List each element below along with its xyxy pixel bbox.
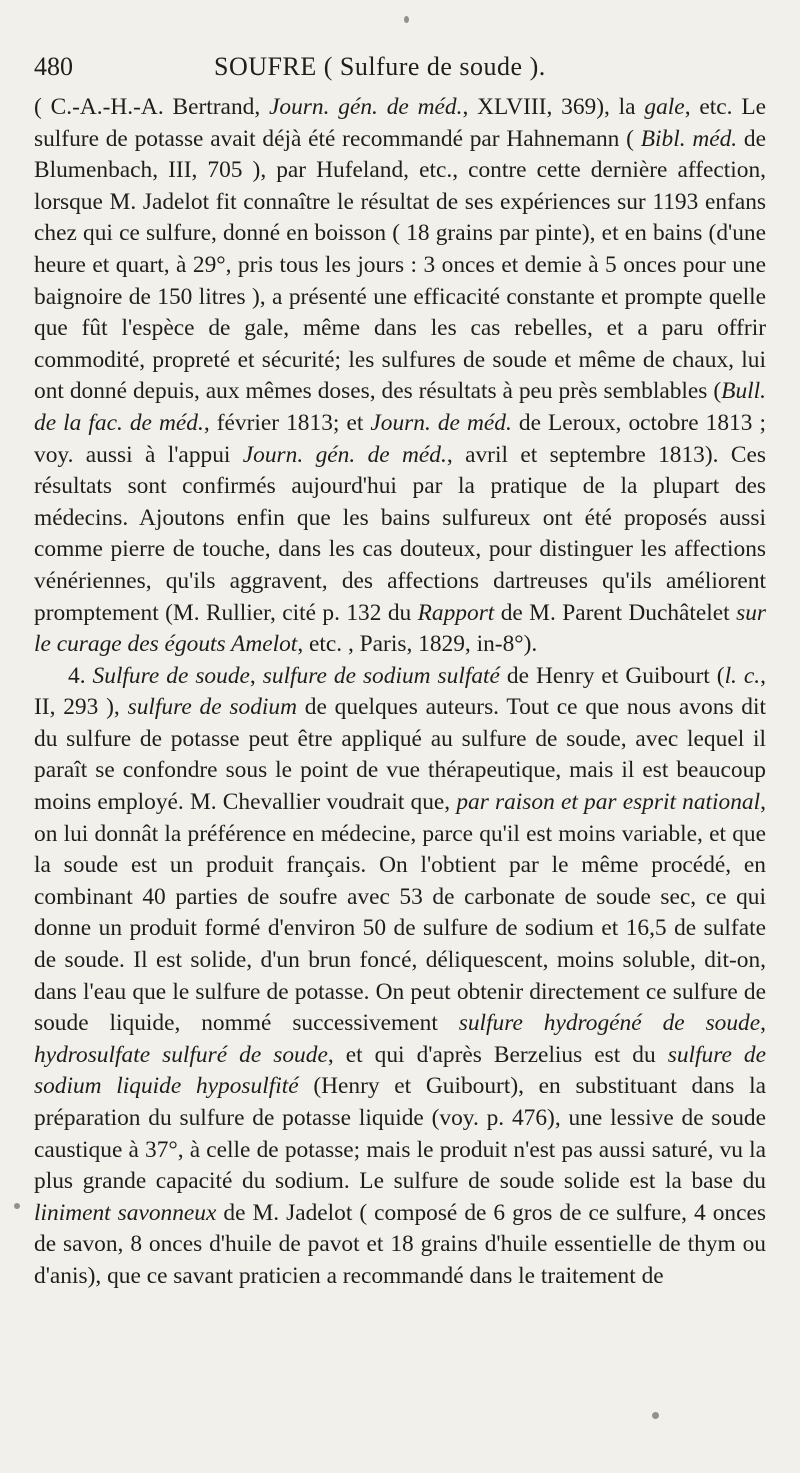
term-italic: Sulfure de soude	[92, 662, 250, 689]
text-run: de M. Jadelot ( composé de 6 gros de ce sulfure, 4 onces de savon, 8 onces d'huile de pavot et 18 grains d'huile essentielle de thym ou d'anis), que ce savant praticien a recommandé dans le traitement de	[34, 1199, 766, 1289]
ink-smudge	[14, 1203, 20, 1209]
page-number: 480	[34, 52, 73, 81]
citation-italic: Bull. de la fac. de méd.	[34, 378, 766, 436]
text-run: de Blumenbach, III, 705 ), par Hufeland, etc., contre cette dernière affection, lorsque M. Jadelot fit connaître le résultat de ses expériences sur 1193 enfans chez qui ce sulfure, donné en boisson ( 18 grains par pinte), et en bains (d'une heure et quart, à 29°, pris tous les jours : 3 onces et demie à 5 onces pour une baignoire de 150 litres ), a présenté une efficacité constante et prompte quelle que fût l'espèce de gale, même dans les cas rebelles, et a paru offrir commodité, propreté et sécurité; les sulfures de soude et même de chaux, lui ont donné depuis, aux mêmes doses, des résultats à peu près semblables (	[34, 125, 766, 405]
term-italic: sulfure de sodium	[127, 694, 297, 721]
text-run: , etc. Le sulfure de potasse avait déjà été recommandé par Hahnemann (	[34, 94, 766, 152]
text-run: , etc. , Paris, 1829, in-8°).	[297, 631, 538, 658]
term-italic: hydrosulfate sulfuré de soude	[34, 1041, 328, 1068]
ink-smudge	[404, 16, 409, 23]
paragraph-2	[34, 661, 766, 1293]
text-run: ,	[249, 662, 263, 689]
text-run: (Henry et Guibourt), en substituant dans la préparation du sulfure de potasse liquide (voy. p. 476), une lessive de soude caustique à 37°, à celle de potasse; mais le produit n'est pas aussi saturé, vu la plus grande capacité du sodium. Le sulfure de soude solide est la base du	[34, 1073, 766, 1195]
text-run: , et qui d'après Berzelius est du	[327, 1041, 668, 1068]
paragraph-1	[34, 92, 766, 661]
citation-italic: Bibl. méd.	[640, 125, 738, 152]
text-run: , février 1813; et	[203, 409, 371, 436]
term-italic: liniment savonneux	[34, 1199, 217, 1226]
text-run: , II, 293 ),	[34, 662, 766, 721]
term-italic: sulfure de sodium liquide hyposulfité	[34, 1041, 766, 1100]
running-head: SOUFRE ( Sulfure de soude ).	[214, 52, 546, 81]
term-italic: gale	[644, 94, 685, 120]
body-text	[34, 92, 766, 1293]
citation-italic: Journ. gén. de méd.	[242, 441, 447, 468]
text-run: de M. Parent Duchâtelet	[494, 599, 737, 626]
text-run: , XLVIII, 369), la	[462, 94, 645, 120]
text-run: de quelques auteurs. Tout ce que nous avons dit du sulfure de potasse peut être appliqué au sulfure de soude, avec lequel il paraît se confondre sous le point de vue thérapeutique, mais il est beaucoup moins employé. M. Chevallier voudrait que,	[34, 694, 766, 816]
citation-italic: l. c.	[724, 662, 761, 689]
text-run: de Henry et Guibourt (	[499, 662, 725, 689]
citation-italic: Journ. gén. de méd.	[269, 94, 463, 120]
text-run: , on lui donnât la préférence en médecine, parce qu'il est moins variable, et que la soude est un produit français. On l'obtient par le même procédé, en combinant 40 parties de soufre avec 53 de carbonate de soude sec, ce qui donne un produit formé d'environ 50 de sulfure de sodium et 16,5 de sulfate de soude. Il est solide, d'un brun foncé, déliquescent, moins soluble, dit-on, dans l'eau que le sulfure de potasse. On peut obtenir directement ce sulfure de soude liquide, nommé successivement	[34, 789, 766, 1037]
text-run: ( C.-A.-H.-A. Bertrand,	[34, 94, 270, 120]
section-number: 4.	[68, 662, 93, 689]
text-run: , avril et septembre 1813). Ces résultats sont confirmés aujourd'hui par la pratique de la plupart des médecins. Ajoutons enfin que les bains sulfureux ont été proposés aussi comme pierre de touche, dans les cas douteux, pour distinguer les affections vénériennes, qu'ils aggravent, des affections dartreuses qu'ils améliorent promptement (M. Rullier, cité p. 132 du	[34, 441, 766, 626]
page-header	[34, 52, 766, 92]
text-run: ,	[760, 1010, 766, 1037]
term-italic: sulfure de sodium sulfaté	[262, 662, 500, 689]
phrase-italic: par raison et par esprit national	[456, 789, 761, 816]
citation-italic: Journ. de méd.	[370, 409, 512, 436]
ink-smudge	[652, 1412, 659, 1419]
text-run: de Leroux, octobre 1813 ; voy. aussi à l'appui	[34, 409, 766, 468]
citation-italic: sur le curage des égouts Amelot	[34, 599, 766, 658]
term-italic: sulfure hydrogéné de soude	[458, 1010, 761, 1037]
citation-italic: Rapport	[417, 599, 495, 626]
